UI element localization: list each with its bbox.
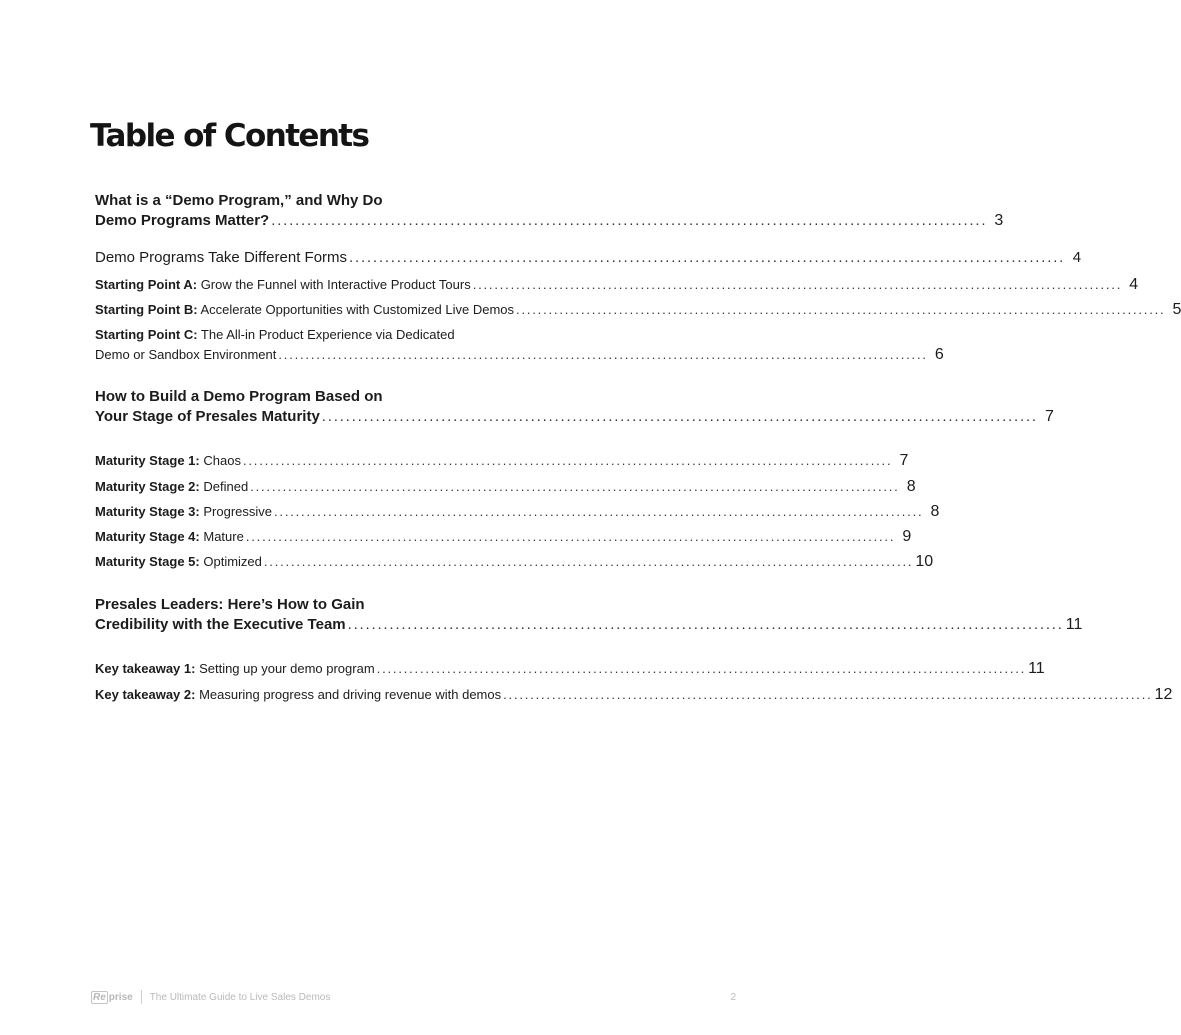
toc-entry-text: Grow the Funnel with Interactive Product Tours [197,277,471,292]
toc-entry-text: Progressive [199,504,272,519]
toc-entry-text: Accelerate Opportunities with Customized Live Demos [197,302,515,317]
toc-entry-key-takeaway-1[interactable] [95,660,1045,678]
dot-leader: ........................................................................................................................ [472,277,1123,292]
dot-leader: ........................................................................................................................ [271,212,988,229]
toc-page-number: 7 [1045,408,1054,425]
toc-entry-text: Defined [199,479,249,494]
toc-entry-executive-credibility[interactable] [95,616,1083,634]
toc-entry-label: Maturity Stage 3: [95,504,200,519]
toc-entry-text: Mature [199,529,244,544]
toc-entry-key-takeaway-2[interactable] [95,686,1173,704]
page-footer [91,990,736,1004]
toc-page-number: 5 [1172,301,1181,318]
toc-page-number: 4 [1072,249,1082,266]
toc-page-number: 8 [930,503,940,520]
toc-page-number: 11 [1028,660,1045,677]
dot-leader: ........................................................................................................................ [245,529,896,544]
toc-entry-text: Demo or Sandbox Environment [95,347,277,362]
toc-entry-maturity-stage-5[interactable] [95,553,934,571]
dot-leader: ........................................................................................................................ [278,347,928,362]
page-title: Table of Contents [90,118,369,154]
footer-page-number: 2 [730,991,736,1003]
toc-entry-presales-maturity[interactable] [95,408,1054,426]
dot-leader: ........................................................................................................................ [263,554,914,569]
dot-leader: ........................................................................................................................ [321,408,1038,425]
toc-page-number: 9 [902,528,912,545]
footer-divider [141,990,142,1004]
dot-leader: ........................................................................................................................ [242,453,893,468]
toc-entry-label: Credibility with the Executive Team [95,616,346,633]
toc-page-number: 7 [899,452,909,469]
toc-entry-label: Starting Point A: [95,277,198,292]
dot-leader: ........................................................................................................................ [250,479,900,494]
toc-page-number: 10 [915,553,934,570]
toc-page-number: 4 [1129,276,1139,293]
dot-leader: ........................................................................................................................ [503,687,1153,702]
toc-entry-label: Key takeaway 1: [95,661,196,676]
toc-heading-line: How to Build a Demo Program Based on [95,388,383,405]
toc-entry-maturity-stage-2[interactable] [95,478,916,496]
toc-page-number: 3 [994,212,1004,229]
toc-entry-starting-point-b[interactable] [95,301,1181,319]
toc-entry-line [95,327,455,342]
toc-entry-label: Maturity Stage 1: [95,453,200,468]
toc-entry-label: Maturity Stage 5: [95,554,200,569]
toc-entry-label: Key takeaway 2: [95,687,196,702]
toc-entry-label: Maturity Stage 2: [95,479,200,494]
dot-leader: ........................................................................................................................ [347,616,1064,633]
reprise-logo: Re prise [93,991,133,1003]
toc-entry-different-forms[interactable] [95,249,1082,266]
toc-page-number: 6 [934,346,944,363]
toc-entry-starting-point-c[interactable] [95,346,944,364]
footer-doc-title: The Ultimate Guide to Live Sales Demos [149,991,331,1003]
toc-entry-text: Measuring progress and driving revenue with demos [195,687,502,702]
toc-page-number: 11 [1065,616,1083,633]
toc-entry-text: The All-in Product Experience via Dedicated [197,327,455,342]
dot-leader: ........................................................................................................................ [274,504,924,519]
toc-entry-label: Maturity Stage 4: [95,529,200,544]
toc-entry-maturity-stage-3[interactable] [95,503,940,521]
toc-entry-label: Demo Programs Take Different Forms [95,249,348,266]
toc-heading-line: What is a “Demo Program,” and Why Do [95,192,383,209]
toc-entry-maturity-stage-4[interactable] [95,528,912,546]
toc-page-number: 12 [1154,686,1173,703]
toc-entry-label: Your Stage of Presales Maturity [95,408,320,425]
dot-leader: ........................................................................................................................ [516,302,1166,317]
toc-entry-demo-programs-matter[interactable] [95,212,1004,230]
dot-leader: ........................................................................................................................ [376,661,1027,676]
toc-entry-text: Setting up your demo program [195,661,375,676]
toc-entry-starting-point-a[interactable] [95,276,1139,294]
toc-entry-text: Optimized [199,554,262,569]
toc-entry-label: Starting Point C: [95,327,198,342]
toc-page-number: 8 [906,478,916,495]
toc-heading-line: Presales Leaders: Here’s How to Gain [95,596,365,613]
toc-entry-label: Starting Point B: [95,302,198,317]
dot-leader: ........................................................................................................................ [349,249,1066,266]
toc-entry-label: Demo Programs Matter? [95,212,270,229]
toc-entry-maturity-stage-1[interactable] [95,452,909,470]
toc-entry-text: Chaos [199,453,241,468]
